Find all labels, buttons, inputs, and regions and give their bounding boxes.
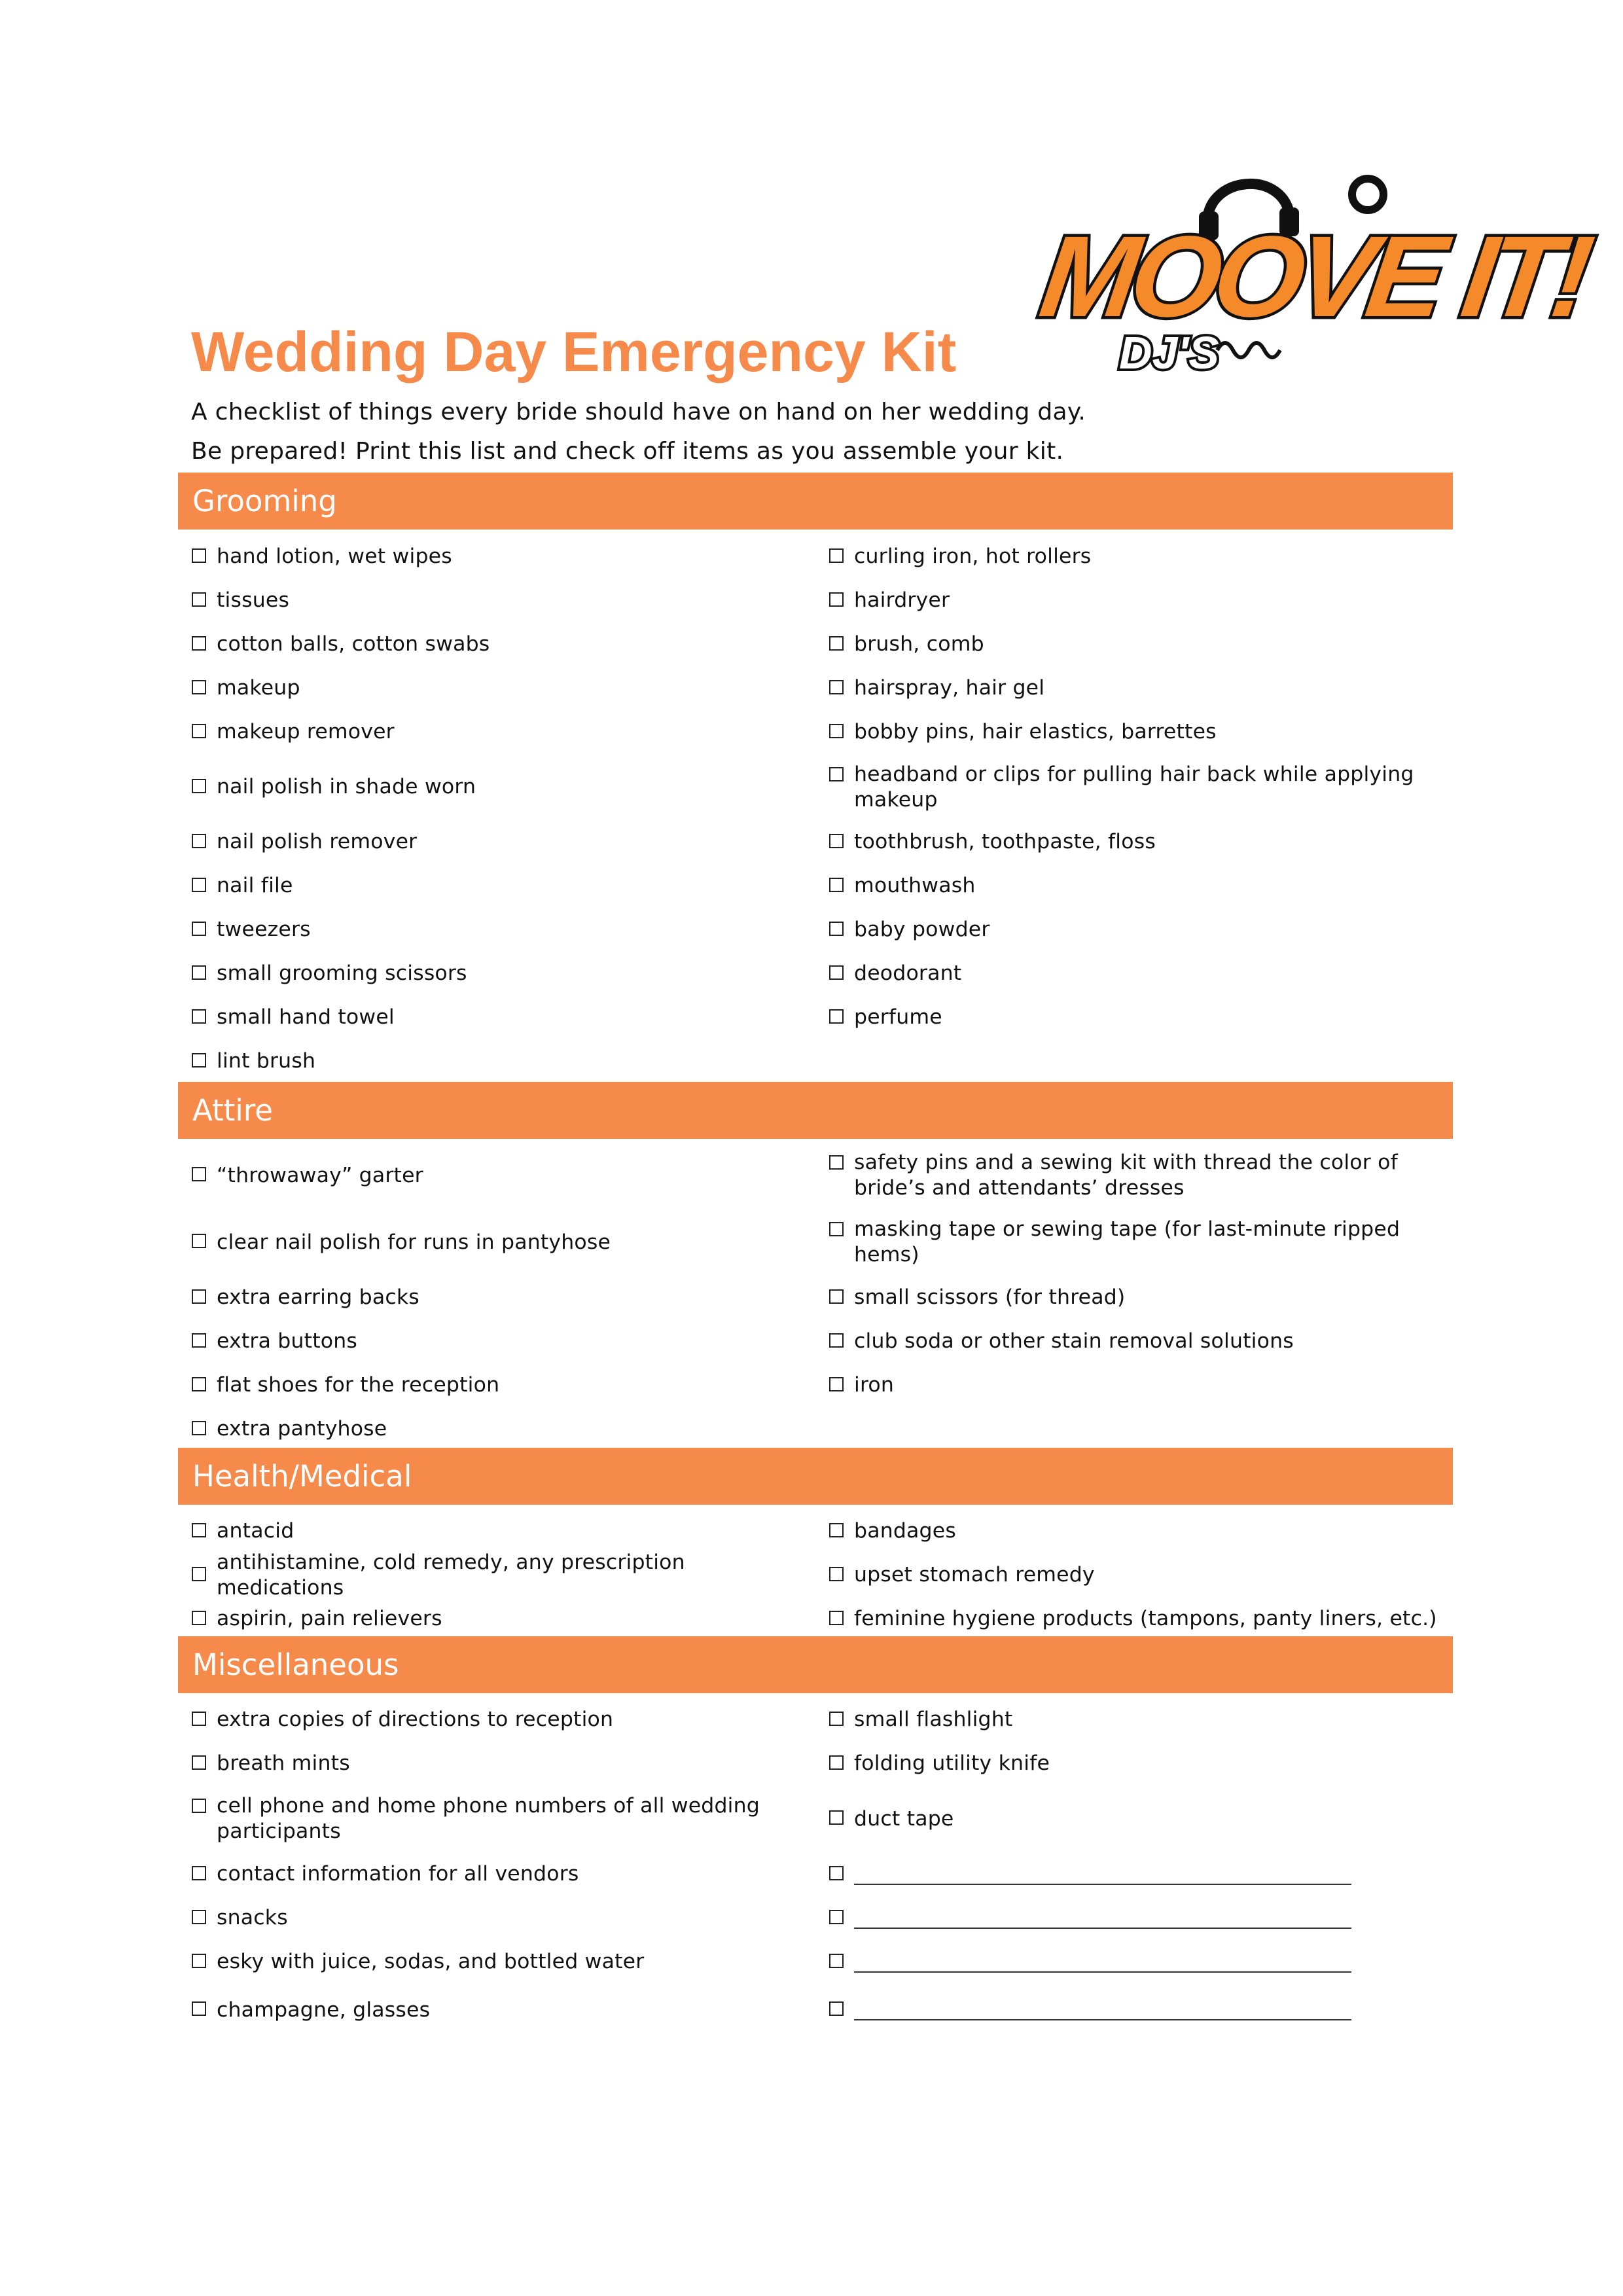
- checkbox[interactable]: [829, 1222, 844, 1236]
- misc-right-column: [829, 1698, 1451, 2036]
- section-header-miscellaneous: Miscellaneous: [178, 1636, 1453, 1693]
- checkbox[interactable]: [192, 1167, 206, 1181]
- checkbox[interactable]: [192, 2001, 206, 2016]
- checkbox[interactable]: [192, 1799, 206, 1813]
- checkbox[interactable]: [829, 636, 844, 651]
- section-header-attire: Attire: [178, 1082, 1453, 1139]
- checklist-item[interactable]: bobby pins, hair elastics, barrettes: [829, 710, 1451, 754]
- checkbox[interactable]: [192, 965, 206, 980]
- checklist-item[interactable]: masking tape or sewing tape (for last-minute ripped hems): [829, 1209, 1451, 1276]
- checkbox[interactable]: [192, 1910, 206, 1924]
- section-header-grooming: Grooming: [178, 473, 1453, 529]
- checklist-item[interactable]: bandages: [829, 1509, 1451, 1553]
- checklist-item[interactable]: tweezers: [192, 908, 800, 952]
- checklist-item[interactable]: makeup: [192, 666, 800, 710]
- checkbox[interactable]: [829, 834, 844, 848]
- blank-checklist-item[interactable]: [829, 1896, 1451, 1940]
- checklist-item[interactable]: nail polish remover: [192, 820, 800, 864]
- checklist-item[interactable]: nail file: [192, 864, 800, 908]
- checklist-item[interactable]: cell phone and home phone numbers of all wedding participants: [192, 1785, 800, 1852]
- checkbox[interactable]: [192, 1866, 206, 1880]
- health-left-column: [192, 1509, 800, 1641]
- checkbox[interactable]: [829, 965, 844, 980]
- grooming-left-column: [192, 535, 800, 1083]
- checklist-item[interactable]: lint brush: [192, 1039, 800, 1083]
- checkbox[interactable]: [829, 1567, 844, 1581]
- checkbox[interactable]: [192, 779, 206, 793]
- section-header-health-medical: Health/Medical: [178, 1448, 1453, 1505]
- checkbox[interactable]: [829, 767, 844, 781]
- checklist-item[interactable]: brush, comb: [829, 622, 1451, 666]
- checkbox[interactable]: [192, 680, 206, 694]
- checklist-item[interactable]: antihistamine, cold remedy, any prescription medications: [192, 1553, 800, 1597]
- checkbox[interactable]: [192, 1234, 206, 1248]
- checkbox[interactable]: [829, 1611, 844, 1625]
- checkbox[interactable]: [829, 1810, 844, 1825]
- blank-checklist-item[interactable]: [829, 1984, 1451, 2036]
- checklist-item[interactable]: makeup remover: [192, 710, 800, 754]
- misc-left-column: [192, 1698, 800, 2036]
- checklist-item[interactable]: nail polish in shade worn: [192, 754, 800, 820]
- checkbox[interactable]: [829, 2001, 844, 2016]
- checklist-item[interactable]: small flashlight: [829, 1698, 1451, 1742]
- checklist-item[interactable]: snacks: [192, 1896, 800, 1940]
- checklist-item[interactable]: mouthwash: [829, 864, 1451, 908]
- checklist-item[interactable]: baby powder: [829, 908, 1451, 952]
- checkbox[interactable]: [829, 878, 844, 892]
- checklist-item[interactable]: small scissors (for thread): [829, 1276, 1451, 1319]
- checkbox[interactable]: [829, 1755, 844, 1770]
- checklist-item[interactable]: safety pins and a sewing kit with thread the color of bride’s and attendants’ dresses: [829, 1142, 1451, 1209]
- checklist-item[interactable]: clear nail polish for runs in pantyhose: [192, 1209, 800, 1276]
- checkbox[interactable]: [829, 1377, 844, 1391]
- checkbox[interactable]: [829, 1155, 844, 1170]
- checkbox[interactable]: [829, 1712, 844, 1726]
- checklist-item[interactable]: champagne, glasses: [192, 1984, 800, 2036]
- checkbox[interactable]: [192, 878, 206, 892]
- write-in-line[interactable]: [854, 1997, 1351, 2020]
- checkbox[interactable]: [829, 1910, 844, 1924]
- health-right-column: [829, 1509, 1451, 1641]
- checklist-item[interactable]: club soda or other stain removal solutions: [829, 1319, 1451, 1363]
- checkbox[interactable]: [829, 1866, 844, 1880]
- checkbox[interactable]: [192, 724, 206, 738]
- checkbox[interactable]: [192, 1523, 206, 1537]
- checkbox[interactable]: [192, 834, 206, 848]
- checklist-item[interactable]: esky with juice, sodas, and bottled water: [192, 1940, 800, 1984]
- checkbox[interactable]: [829, 724, 844, 738]
- checklist-item[interactable]: duct tape: [829, 1785, 1451, 1852]
- blank-checklist-item[interactable]: [829, 1852, 1451, 1896]
- checkbox[interactable]: [192, 1567, 206, 1581]
- checkbox[interactable]: [829, 922, 844, 936]
- write-in-line[interactable]: [854, 1861, 1351, 1885]
- attire-left-column: [192, 1142, 800, 1451]
- checkbox[interactable]: [192, 1954, 206, 1968]
- checkbox[interactable]: [192, 1755, 206, 1770]
- blank-checklist-item[interactable]: [829, 1940, 1451, 1984]
- checklist-item[interactable]: cotton balls, cotton swabs: [192, 622, 800, 666]
- checkbox[interactable]: [829, 1333, 844, 1348]
- write-in-line[interactable]: [854, 1905, 1351, 1929]
- checklist-item[interactable]: “throwaway” garter: [192, 1142, 800, 1209]
- checkbox[interactable]: [192, 1377, 206, 1391]
- logo-subtext: DJ'S: [1119, 327, 1219, 378]
- checkbox[interactable]: [829, 1523, 844, 1537]
- checklist-item[interactable]: iron: [829, 1363, 1451, 1407]
- intro-line: A checklist of things every bride should have on hand on her wedding day.: [191, 399, 1086, 425]
- grooming-right-column: [829, 535, 1451, 1039]
- moove-it-logo: [1033, 173, 1594, 383]
- checklist-item[interactable]: headband or clips for pulling hair back while applying makeup: [829, 754, 1451, 820]
- checklist-item[interactable]: extra copies of directions to reception: [192, 1698, 800, 1742]
- checkbox[interactable]: [192, 548, 206, 563]
- checklist-item[interactable]: perfume: [829, 996, 1451, 1039]
- checklist-item[interactable]: toothbrush, toothpaste, floss: [829, 820, 1451, 864]
- checklist-item[interactable]: folding utility knife: [829, 1742, 1451, 1785]
- checklist-item[interactable]: flat shoes for the reception: [192, 1363, 800, 1407]
- checklist-item[interactable]: extra pantyhose: [192, 1407, 800, 1451]
- logo-wordmark: MOOVE IT!: [1033, 212, 1594, 341]
- attire-right-column: [829, 1142, 1451, 1407]
- checkbox[interactable]: [192, 1712, 206, 1726]
- checklist-item[interactable]: breath mints: [192, 1742, 800, 1785]
- checkbox[interactable]: [829, 548, 844, 563]
- checkbox[interactable]: [192, 1611, 206, 1625]
- checkbox[interactable]: [192, 592, 206, 607]
- checklist-item[interactable]: extra earring backs: [192, 1276, 800, 1319]
- checklist-item[interactable]: deodorant: [829, 952, 1451, 996]
- checklist-item[interactable]: small grooming scissors: [192, 952, 800, 996]
- checkbox[interactable]: [829, 1009, 844, 1024]
- checkbox[interactable]: [829, 1289, 844, 1304]
- checklist-item[interactable]: hand lotion, wet wipes: [192, 535, 800, 579]
- checkbox[interactable]: [192, 1289, 206, 1304]
- checklist-item[interactable]: upset stomach remedy: [829, 1553, 1451, 1597]
- checkbox[interactable]: [829, 680, 844, 694]
- checklist-item[interactable]: extra buttons: [192, 1319, 800, 1363]
- checklist-item[interactable]: hairdryer: [829, 579, 1451, 622]
- checklist-item[interactable]: tissues: [192, 579, 800, 622]
- page-title: Wedding Day Emergency Kit: [191, 321, 957, 384]
- intro-line: Be prepared! Print this list and check off items as you assemble your kit.: [191, 438, 1064, 465]
- checkbox[interactable]: [192, 636, 206, 651]
- checklist-item[interactable]: hairspray, hair gel: [829, 666, 1451, 710]
- checkbox[interactable]: [192, 1421, 206, 1435]
- checkbox[interactable]: [192, 1333, 206, 1348]
- checklist-item[interactable]: aspirin, pain relievers: [192, 1597, 800, 1641]
- checkbox[interactable]: [192, 1009, 206, 1024]
- checkbox[interactable]: [829, 592, 844, 607]
- checklist-item[interactable]: contact information for all vendors: [192, 1852, 800, 1896]
- checklist-item[interactable]: feminine hygiene products (tampons, panty liners, etc.): [829, 1597, 1451, 1641]
- checkbox[interactable]: [192, 1053, 206, 1067]
- write-in-line[interactable]: [854, 1949, 1351, 1973]
- checkbox[interactable]: [192, 922, 206, 936]
- checklist-item[interactable]: antacid: [192, 1509, 800, 1553]
- checkbox[interactable]: [829, 1954, 844, 1968]
- checklist-item[interactable]: curling iron, hot rollers: [829, 535, 1451, 579]
- checklist-item[interactable]: small hand towel: [192, 996, 800, 1039]
